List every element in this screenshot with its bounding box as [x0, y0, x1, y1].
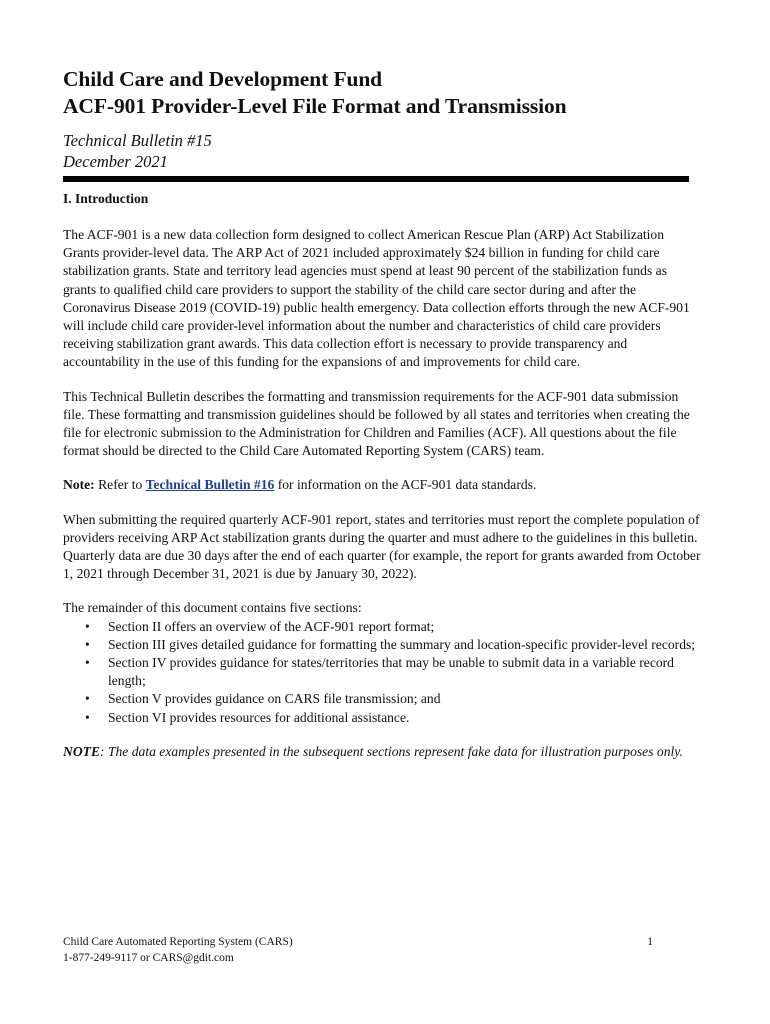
fake-data-note	[63, 743, 703, 761]
title-line-2: ACF-901 Provider-Level File Format and Transmission	[63, 94, 567, 118]
bulletin-info	[63, 130, 703, 172]
note-text-pre: Refer to	[94, 477, 146, 493]
heading-divider	[63, 176, 689, 182]
intro-paragraph-1: The ACF-901 is a new data collection form designed to collect American Rescue Plan (ARP) Act Stabilization Grants provider-level data. The ARP Act of 2021 included approximately $24 billion in funding for child care stabilization grants. State and territory lead agencies must spend at least 90 percent of the stabilization funds as grants to qualified child care providers to support the stability of the child care sector during and after the Coronavirus Disease 2019 (COVID-19) public health emergency. Data collection efforts through the new ACF-901 will include child care provider-level information about the number and characteristics of child care providers receiving stabilization grant awards. This data collection effort is necessary to provide transparency and accountability in the use of this funding for the expansions of and improvements for child care.	[63, 227, 690, 370]
document-title	[63, 66, 703, 120]
note-text-post: for information on the ACF-901 data standards.	[274, 477, 537, 493]
bulletin-date: December 2021	[63, 152, 168, 171]
section-heading-introduction: I. Introduction	[63, 191, 149, 206]
fake-data-note-text: : The data examples presented in the subsequent sections represent fake data for illustration purposes only.	[100, 743, 683, 759]
bullet-icon: •	[85, 636, 90, 652]
list-item	[63, 636, 703, 654]
list-item	[63, 709, 703, 727]
bulletin-number: Technical Bulletin #15	[63, 131, 212, 150]
document-page	[63, 66, 703, 761]
bullet-icon: •	[85, 618, 90, 634]
list-item-text: Section IV provides guidance for states/territories that may be unable to submit data in a variable record length;	[108, 655, 674, 689]
list-item	[63, 654, 703, 690]
footer-contact: 1-877-249-9117 or CARS@gdit.com	[63, 952, 234, 964]
page-footer	[63, 934, 653, 966]
note-paragraph	[63, 476, 703, 494]
sections-list	[63, 618, 703, 727]
bullet-icon: •	[85, 709, 90, 725]
fake-data-note-label: NOTE	[63, 743, 101, 759]
intro-paragraph-4: When submitting the required quarterly ACF-901 report, states and territories must report the complete population of providers receiving ARP Act stabilization grants during the quarter and must adhere to the guidelines in this bulletin. Quarterly data are due 30 days after the end of each quarter (for example, the report for grants awarded from October 1, 2021 through December 31, 2021 is due by January 30, 2022).	[63, 511, 701, 582]
list-item-text: Section II offers an overview of the ACF-901 report format;	[108, 618, 435, 634]
footer-org-name: Child Care Automated Reporting System (CARS)	[63, 936, 293, 948]
title-line-1: Child Care and Development Fund	[63, 67, 383, 91]
list-item-text: Section III gives detailed guidance for formatting the summary and location-specific provider-level records;	[108, 636, 696, 652]
bullet-icon: •	[85, 691, 90, 707]
bullet-icon: •	[85, 655, 90, 671]
list-item-text: Section V provides guidance on CARS file transmission; and	[108, 691, 441, 707]
intro-paragraph-2: This Technical Bulletin describes the formatting and transmission requirements for the ACF-901 data submission file. These formatting and transmission guidelines should be followed by all states and territories when creating the file for electronic submission to the Administration for Children and Families (ACF). All questions about the file format should be directed to the Child Care Automated Reporting System (CARS) team.	[63, 388, 690, 459]
list-item-text: Section VI provides resources for additional assistance.	[108, 709, 410, 725]
list-intro: The remainder of this document contains five sections:	[63, 600, 362, 616]
list-item	[63, 618, 703, 636]
page-number: 1	[647, 936, 653, 948]
list-item	[63, 690, 703, 708]
note-label: Note:	[63, 477, 95, 493]
technical-bulletin-16-link[interactable]: Technical Bulletin #16	[145, 477, 275, 493]
